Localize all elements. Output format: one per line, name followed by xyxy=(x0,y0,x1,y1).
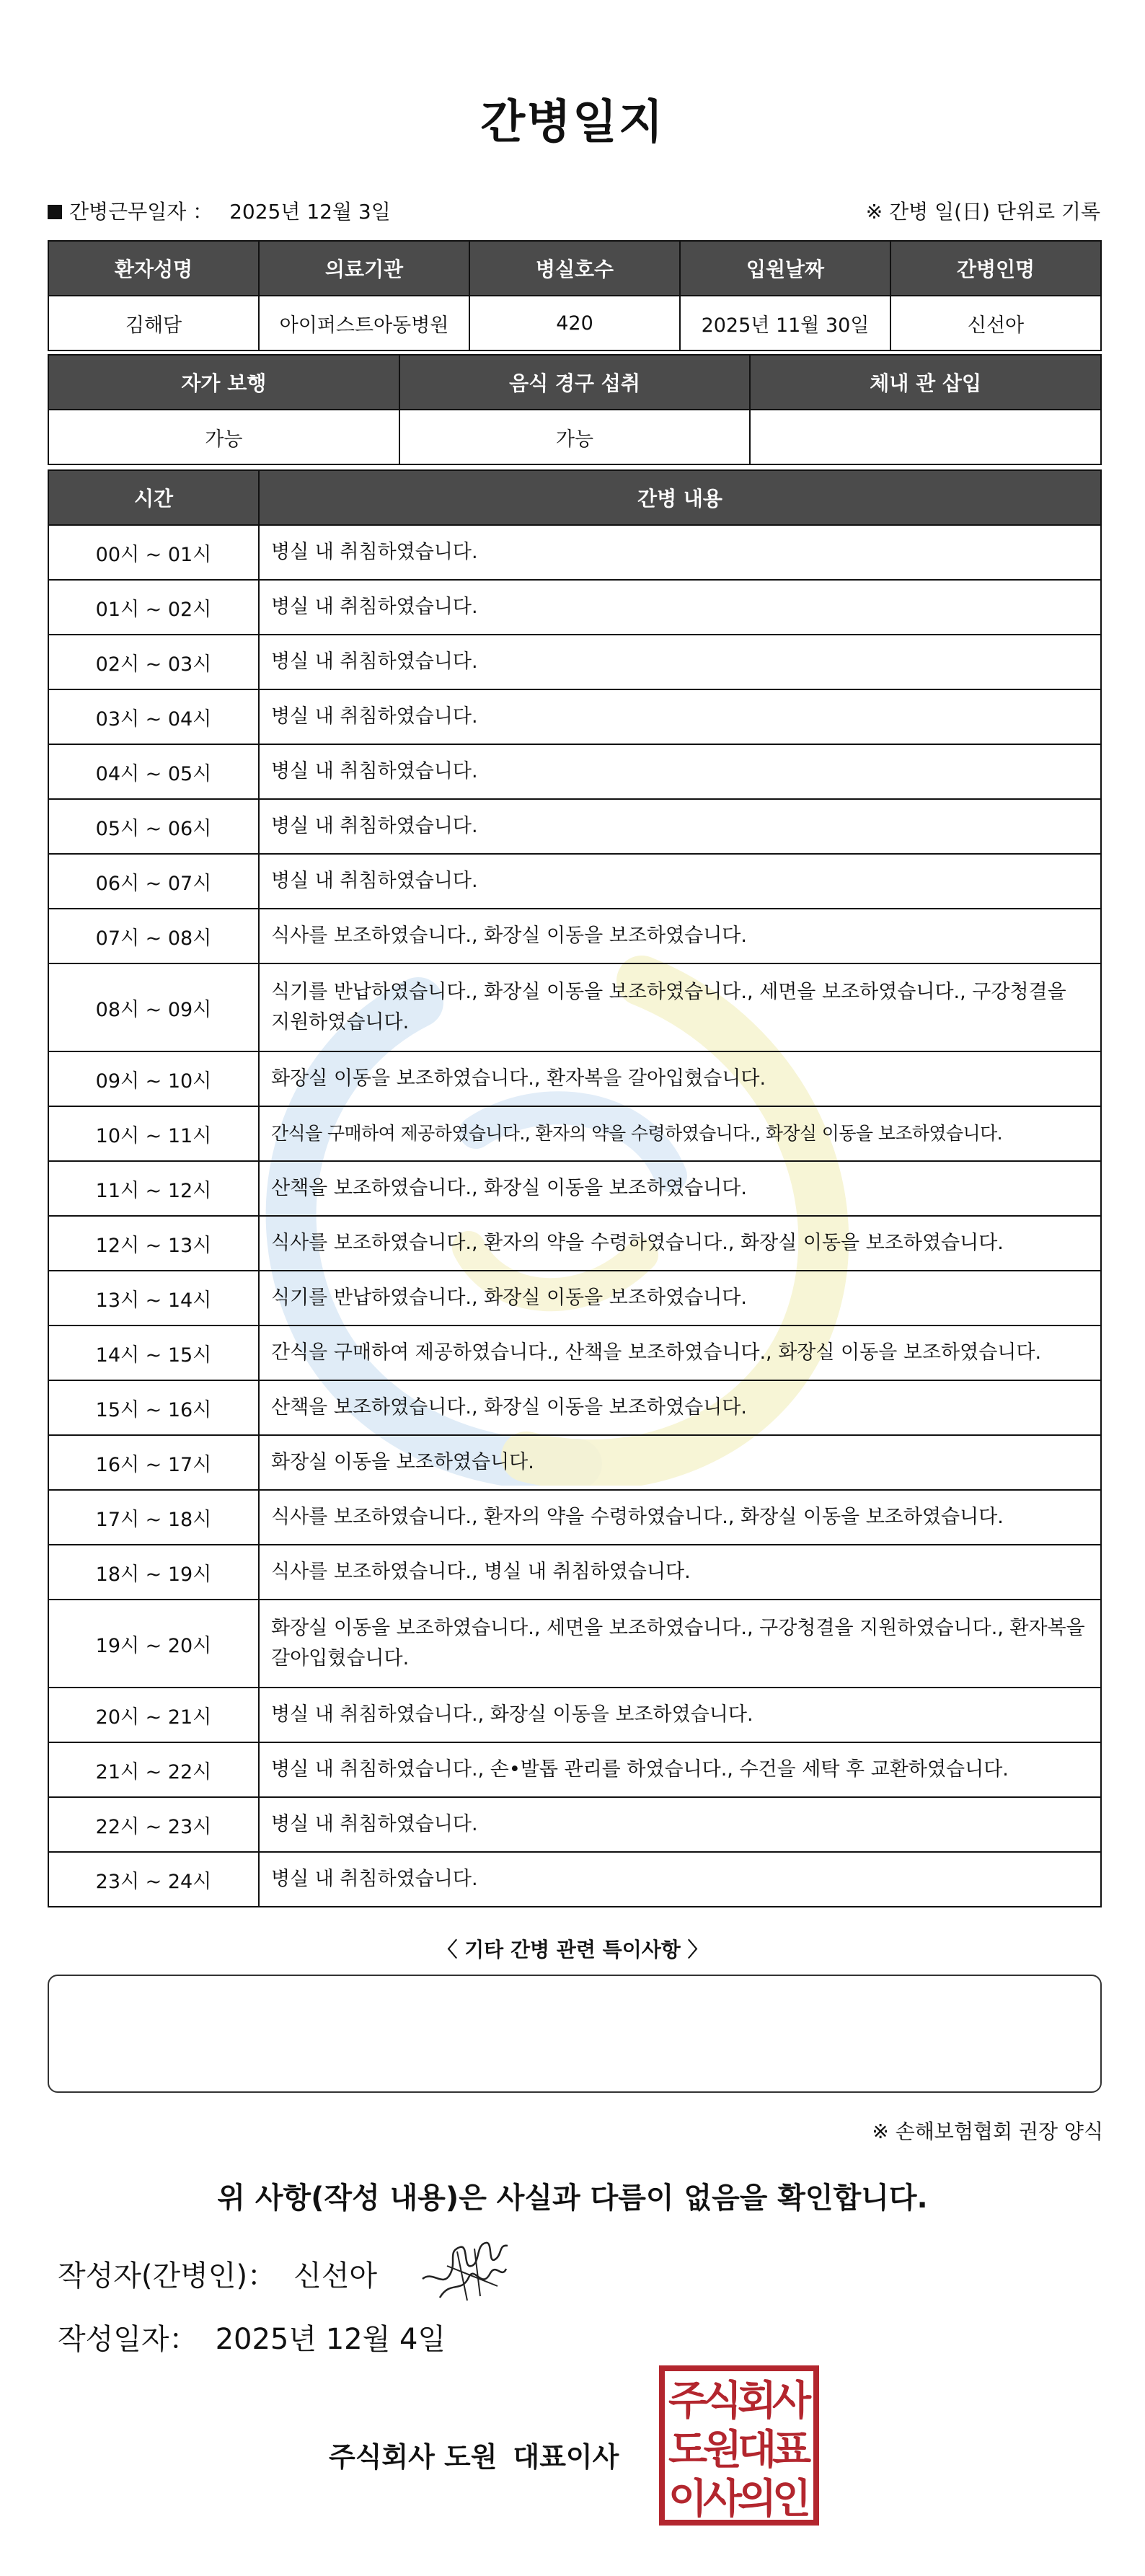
care-time: 14시 ~ 15시 xyxy=(48,1326,259,1380)
care-row xyxy=(48,1106,1101,1161)
company-signature-line xyxy=(329,2435,619,2474)
care-time: 21시 ~ 22시 xyxy=(48,1742,259,1797)
svg-text:의: 의 xyxy=(737,2476,777,2523)
care-time: 20시 ~ 21시 xyxy=(48,1688,259,1742)
care-content: 간식을 구매하여 제공하였습니다., 산책을 보조하였습니다., 화장실 이동을 보조하였습니다. xyxy=(259,1326,1101,1380)
care-time: 03시 ~ 04시 xyxy=(48,689,259,744)
care-header-row xyxy=(48,470,1101,525)
care-time: 15시 ~ 16시 xyxy=(48,1380,259,1435)
care-content: 병실 내 취침하였습니다. xyxy=(259,689,1101,744)
header-tube-insertion: 체내 관 삽입 xyxy=(750,355,1101,410)
hourly-care-table xyxy=(48,469,1102,1907)
care-time: 16시 ~ 17시 xyxy=(48,1435,259,1490)
svg-text:도: 도 xyxy=(668,2427,708,2474)
care-row xyxy=(48,1600,1101,1688)
work-date-line xyxy=(48,196,391,225)
care-content: 화장실 이동을 보조하였습니다., 세면을 보조하였습니다., 구강청결을 지원하였습니다., 환자복을 갈아입혔습니다. xyxy=(259,1600,1101,1688)
patient-ability-table xyxy=(48,354,1102,465)
care-time: 13시 ~ 14시 xyxy=(48,1271,259,1326)
care-content: 식사를 보조하였습니다., 병실 내 취침하였습니다. xyxy=(259,1545,1101,1600)
care-row xyxy=(48,1545,1101,1600)
care-content: 간식을 구매하여 제공하였습니다., 환자의 약을 수령하였습니다., 화장실 이동을 보조하였습니다. xyxy=(259,1106,1101,1161)
header-self-walking: 자가 보행 xyxy=(48,355,399,410)
writer-name: 신선아 xyxy=(293,2259,377,2293)
room-number: 420 xyxy=(469,296,680,350)
patient-info-table xyxy=(48,240,1102,351)
care-content: 병실 내 취침하였습니다., 화장실 이동을 보조하였습니다. xyxy=(259,1688,1101,1742)
header-care-content: 간병 내용 xyxy=(259,470,1101,525)
care-time: 11시 ~ 12시 xyxy=(48,1161,259,1216)
header-time: 시간 xyxy=(48,470,259,525)
care-content: 병실 내 취침하였습니다. xyxy=(259,1852,1101,1907)
care-content: 병실 내 취침하였습니다. xyxy=(259,1797,1101,1852)
written-date-value: 2025년 12월 4일 xyxy=(215,2323,446,2356)
care-row xyxy=(48,1797,1101,1852)
care-row xyxy=(48,525,1101,580)
patient-info-header-row xyxy=(48,241,1101,296)
hospital-name: 아이퍼스트아동병원 xyxy=(259,296,469,350)
svg-text:이: 이 xyxy=(668,2476,708,2523)
care-row xyxy=(48,1742,1101,1797)
special-notes-title: 〈 기타 간병 관련 특이사항 〉 xyxy=(437,1938,708,1962)
care-content: 식사를 보조하였습니다., 환자의 약을 수령하였습니다., 화장실 이동을 보조하였습니다. xyxy=(259,1216,1101,1271)
svg-text:표: 표 xyxy=(772,2427,812,2474)
care-content: 식기를 반납하였습니다., 화장실 이동을 보조하였습니다. xyxy=(259,1271,1101,1326)
self-walking-value: 가능 xyxy=(48,410,399,464)
care-content: 산책을 보조하였습니다., 화장실 이동을 보조하였습니다. xyxy=(259,1161,1101,1216)
care-content: 병실 내 취침하였습니다. xyxy=(259,744,1101,799)
header-patient-name: 환자성명 xyxy=(48,241,259,296)
care-time: 10시 ~ 11시 xyxy=(48,1106,259,1161)
svg-text:주: 주 xyxy=(668,2378,708,2425)
care-row xyxy=(48,744,1101,799)
svg-text:사: 사 xyxy=(772,2378,812,2425)
care-row xyxy=(48,799,1101,854)
care-content: 병실 내 취침하였습니다. xyxy=(259,635,1101,689)
header-admission-date: 입원날짜 xyxy=(680,241,890,296)
care-row xyxy=(48,1852,1101,1907)
handwritten-signature-icon xyxy=(418,2237,512,2306)
tube-insertion-value xyxy=(750,410,1101,464)
care-time: 00시 ~ 01시 xyxy=(48,525,259,580)
care-time: 09시 ~ 10시 xyxy=(48,1051,259,1106)
care-row xyxy=(48,1161,1101,1216)
company-name: 주식회사 도원 xyxy=(329,2441,498,2473)
care-row xyxy=(48,854,1101,909)
care-row xyxy=(48,580,1101,635)
recommendation-note: ※ 손해보험협회 권장 양식 xyxy=(872,2120,1103,2143)
svg-text:사: 사 xyxy=(702,2476,743,2523)
oral-intake-value: 가능 xyxy=(399,410,751,464)
admission-date: 2025년 11월 30일 xyxy=(680,296,890,350)
care-time: 05시 ~ 06시 xyxy=(48,799,259,854)
care-time: 01시 ~ 02시 xyxy=(48,580,259,635)
svg-text:회: 회 xyxy=(737,2378,777,2425)
representative-title: 대표이사 xyxy=(513,2441,619,2473)
care-time: 06시 ~ 07시 xyxy=(48,854,259,909)
header-hospital: 의료기관 xyxy=(259,241,469,296)
header-oral-intake: 음식 경구 섭취 xyxy=(399,355,751,410)
header-room-number: 병실호수 xyxy=(469,241,680,296)
care-time: 07시 ~ 08시 xyxy=(48,909,259,963)
care-row xyxy=(48,635,1101,689)
care-row xyxy=(48,1688,1101,1742)
care-content: 식사를 보조하였습니다., 환자의 약을 수령하였습니다., 화장실 이동을 보조하였습니다. xyxy=(259,1490,1101,1545)
work-date-label: 간병근무일자 ： xyxy=(69,200,213,224)
care-row xyxy=(48,1216,1101,1271)
written-date-label: 작성일자： xyxy=(58,2323,198,2356)
svg-text:식: 식 xyxy=(702,2378,743,2425)
caregiver-name: 신선아 xyxy=(890,296,1101,350)
care-row xyxy=(48,689,1101,744)
care-content: 산책을 보조하였습니다., 화장실 이동을 보조하였습니다. xyxy=(259,1380,1101,1435)
ability-value-row xyxy=(48,410,1101,464)
care-content: 병실 내 취침하였습니다. xyxy=(259,580,1101,635)
confirmation-statement: 위 사항(작성 내용)은 사실과 다름이 없음을 확인합니다. xyxy=(217,2182,928,2215)
care-content: 병실 내 취침하였습니다. xyxy=(259,799,1101,854)
care-time: 22시 ~ 23시 xyxy=(48,1797,259,1852)
care-time: 02시 ~ 03시 xyxy=(48,635,259,689)
document-title: 간병일지 xyxy=(480,96,665,149)
care-content: 화장실 이동을 보조하였습니다., 환자복을 갈아입혔습니다. xyxy=(259,1051,1101,1106)
care-row xyxy=(48,1435,1101,1490)
writer-line xyxy=(58,2253,377,2294)
header-caregiver-name: 간병인명 xyxy=(890,241,1101,296)
care-time: 04시 ~ 05시 xyxy=(48,744,259,799)
care-content: 식사를 보조하였습니다., 화장실 이동을 보조하였습니다. xyxy=(259,909,1101,963)
care-row xyxy=(48,1326,1101,1380)
care-time: 08시 ~ 09시 xyxy=(48,963,259,1051)
company-seal-stamp-icon xyxy=(658,2364,821,2527)
care-row xyxy=(48,1490,1101,1545)
care-time: 18시 ~ 19시 xyxy=(48,1545,259,1600)
ability-header-row xyxy=(48,355,1101,410)
svg-text:원: 원 xyxy=(702,2427,743,2474)
care-time: 12시 ~ 13시 xyxy=(48,1216,259,1271)
care-row xyxy=(48,1051,1101,1106)
care-row xyxy=(48,963,1101,1051)
care-row xyxy=(48,1271,1101,1326)
written-date-line xyxy=(58,2316,446,2357)
care-content: 화장실 이동을 보조하였습니다. xyxy=(259,1435,1101,1490)
writer-label: 작성자(간병인)： xyxy=(58,2259,277,2293)
work-date-value: 2025년 12월 3일 xyxy=(229,200,391,224)
special-notes-box xyxy=(48,1975,1102,2093)
patient-name: 김해담 xyxy=(48,296,259,350)
patient-info-value-row xyxy=(48,296,1101,350)
care-time: 17시 ~ 18시 xyxy=(48,1490,259,1545)
care-time: 23시 ~ 24시 xyxy=(48,1852,259,1907)
care-content: 병실 내 취침하였습니다., 손•발톱 관리를 하였습니다., 수건을 세탁 후 교환하였습니다. xyxy=(259,1742,1101,1797)
care-time: 19시 ~ 20시 xyxy=(48,1600,259,1688)
care-row xyxy=(48,1380,1101,1435)
care-row xyxy=(48,909,1101,963)
care-content: 식기를 반납하였습니다., 화장실 이동을 보조하였습니다., 세면을 보조하였습니다., 구강청결을 지원하였습니다. xyxy=(259,963,1101,1051)
care-content: 병실 내 취침하였습니다. xyxy=(259,854,1101,909)
care-content: 병실 내 취침하였습니다. xyxy=(259,525,1101,580)
svg-text:인: 인 xyxy=(772,2476,812,2523)
svg-text:대: 대 xyxy=(737,2427,777,2474)
recording-unit-note: ※ 간병 일(日) 단위로 기록 xyxy=(865,200,1100,224)
square-bullet-icon xyxy=(48,205,62,219)
